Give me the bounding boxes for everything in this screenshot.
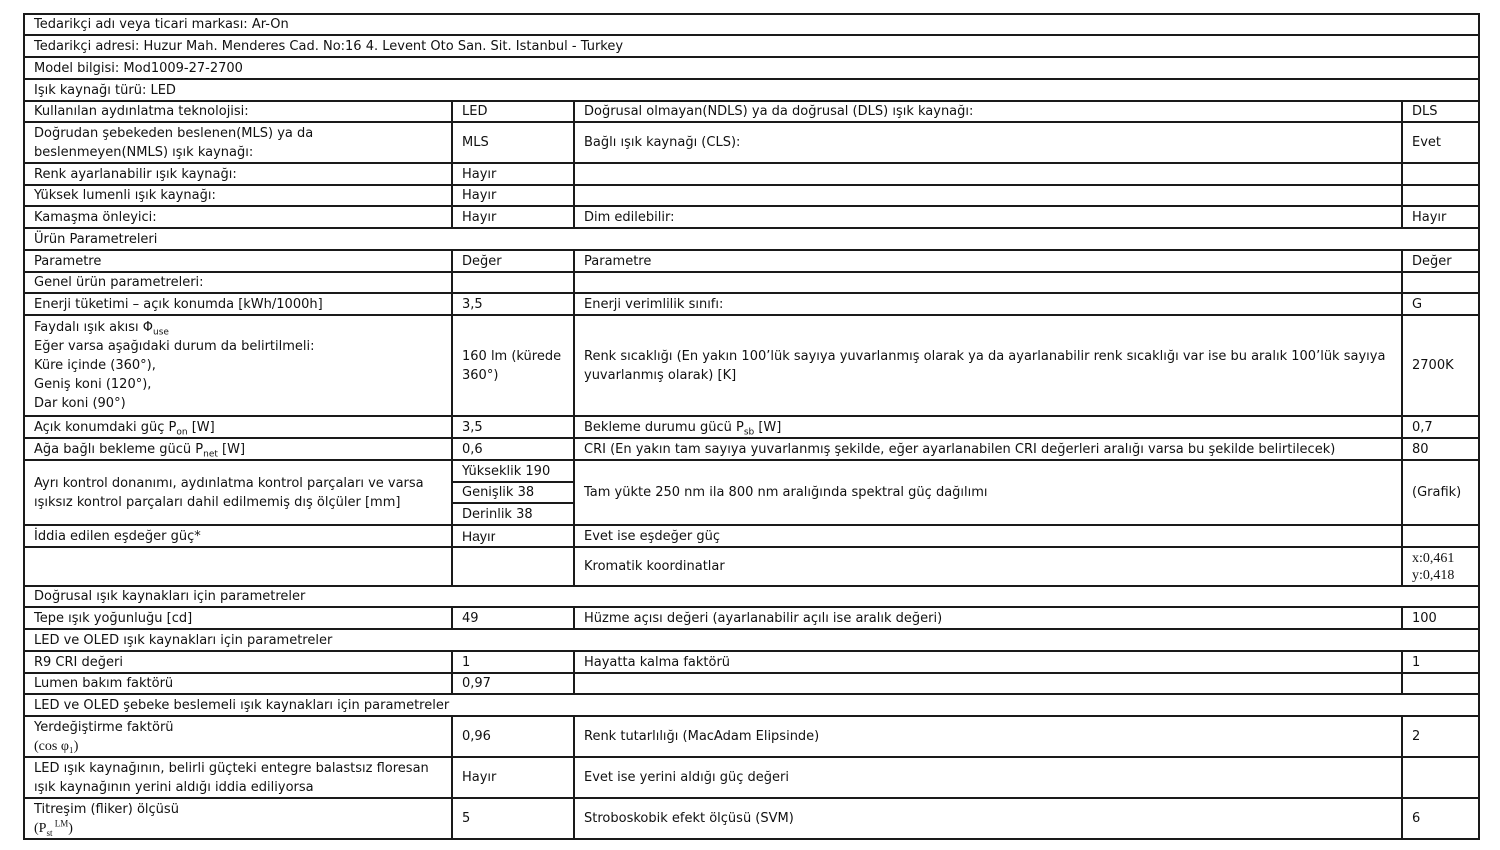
flux-line-1 bbox=[34, 318, 442, 337]
flux-line-5: Dar koni (90°) bbox=[34, 396, 126, 411]
empty-cell bbox=[1402, 525, 1479, 547]
pon-label-sub: on bbox=[176, 427, 188, 438]
pnet-label-sub: net bbox=[203, 449, 218, 460]
lighting-tech-row bbox=[24, 101, 1479, 122]
general-params-title: Genel ürün parametreleri: bbox=[24, 272, 452, 293]
standby-power-label bbox=[574, 416, 1402, 438]
displacement-factor-label bbox=[24, 716, 452, 757]
survival-factor-label: Hayatta kalma faktörü bbox=[574, 651, 1402, 673]
flicker-formula-sub: st bbox=[46, 827, 53, 838]
mains-led-title: LED ve OLED şebeke beslemeli ışık kaynakları için parametreler bbox=[24, 694, 1479, 716]
chroma-y: y:0,418 bbox=[1412, 567, 1455, 583]
empty-cell bbox=[574, 272, 1402, 293]
dimmable-value: Hayır bbox=[1402, 206, 1479, 228]
flicker-formula-main: (P bbox=[34, 820, 47, 836]
empty-cell bbox=[574, 185, 1402, 206]
useful-flux-value: 160 lm (kürede 360°) bbox=[452, 315, 574, 416]
light-source-type: Işık kaynağı türü: LED bbox=[24, 79, 1479, 101]
equivalent-power-label: İddia edilen eşdeğer güç* bbox=[24, 525, 452, 547]
color-consistency-value: 2 bbox=[1402, 716, 1479, 757]
displacement-factor-value: 0,96 bbox=[452, 716, 574, 757]
displacement-label-text: Yerdeğiştirme faktörü bbox=[34, 719, 174, 735]
empty-cell bbox=[1402, 673, 1479, 694]
empty-cell bbox=[1402, 757, 1479, 798]
dimensions-row-height bbox=[24, 460, 1479, 482]
product-information-sheet bbox=[23, 13, 1480, 840]
mains-led-title-row bbox=[24, 694, 1479, 716]
cri-label: CRI (En yakın tam sayıya yuvarlanmış şekilde, eğer ayarlanabilen CRI değerleri aralığı varsa bu şekilde belirtilecek) bbox=[574, 438, 1402, 460]
col-value-header: Değer bbox=[1402, 250, 1479, 272]
supplier-name: Tedarikçi adı veya ticari markası: Ar-On bbox=[24, 14, 1479, 35]
cct-label: Renk sıcaklığı (En yakın 100’lük sayıya yuvarlanmış olarak ya da ayarlanabilir renk sıcaklığı var ise bu aralık 100’lük sayıya yuvarlanmış olarak) [K] bbox=[574, 315, 1402, 416]
lumen-maintenance-value: 0,97 bbox=[452, 673, 574, 694]
peak-intensity-value: 49 bbox=[452, 607, 574, 629]
beam-angle-label: Hüzme açısı değeri (ayarlanabilir açılı ise aralık değeri) bbox=[574, 607, 1402, 629]
svm-label: Stroboskobik efekt ölçüsü (SVM) bbox=[574, 798, 1402, 839]
empty-cell bbox=[574, 673, 1402, 694]
model-info: Model bilgisi: Mod1009-27-2700 bbox=[24, 57, 1479, 79]
r9-value: 1 bbox=[452, 651, 574, 673]
flicker-value: 5 bbox=[452, 798, 574, 839]
flux-line-3: Küre içinde (360°), bbox=[34, 358, 156, 373]
col-value-header: Değer bbox=[452, 250, 574, 272]
flicker-formula-sup: LM bbox=[52, 817, 69, 828]
led-oled-title: LED ve OLED ışık kaynakları için parametreler bbox=[24, 629, 1479, 651]
high-lumen-label: Yüksek lumenli ışık kaynağı: bbox=[24, 185, 452, 206]
replacement-claim-label: LED ışık kaynağının, belirli güçteki entegre balastsız floresan ışık kaynağının yerini aldığı iddia ediliyorsa bbox=[24, 757, 452, 798]
pnet-label-unit: [W] bbox=[217, 441, 246, 457]
pnet-label-main: Ağa bağlı bekleme gücü P bbox=[34, 441, 204, 457]
equivalent-power-value: Hayır bbox=[452, 525, 574, 547]
efficiency-value: G bbox=[1402, 293, 1479, 315]
antiglare-label: Kamaşma önleyici: bbox=[24, 206, 452, 228]
mains-label: Doğrudan şebekeden beslenen(MLS) ya da beslenmeyen(NMLS) ışık kaynağı: bbox=[24, 122, 452, 163]
general-params-row bbox=[24, 272, 1479, 293]
network-standby-row bbox=[24, 438, 1479, 460]
network-standby-label bbox=[24, 438, 452, 460]
equivalent-yes-label: Evet ise eşdeğer güç bbox=[574, 525, 1402, 547]
spd-label: Tam yükte 250 nm ila 800 nm aralığında spektral güç dağılımı bbox=[574, 460, 1402, 525]
cls-value: Evet bbox=[1402, 122, 1479, 163]
beam-angle-value: 100 bbox=[1402, 607, 1479, 629]
dimension-depth: Derinlik 38 bbox=[452, 503, 574, 525]
column-header-row bbox=[24, 250, 1479, 272]
empty-cell bbox=[24, 547, 452, 586]
empty-cell bbox=[1402, 185, 1479, 206]
peak-intensity-label: Tepe ışık yoğunluğu [cd] bbox=[24, 607, 452, 629]
cls-label: Bağlı ışık kaynağı (CLS): bbox=[574, 122, 1402, 163]
high-lumen-value: Hayır bbox=[452, 185, 574, 206]
lumen-maintenance-row bbox=[24, 673, 1479, 694]
color-tunable-label: Renk ayarlanabilir ışık kaynağı: bbox=[24, 163, 452, 185]
spd-value: (Grafik) bbox=[1402, 460, 1479, 525]
dimensions-label: Ayrı kontrol donanımı, aydınlatma kontrol parçaları ve varsa ışıksız kontrol parçaları dahil edilmemiş dış ölçüler [mm] bbox=[24, 460, 452, 525]
directional-title: Doğrusal ışık kaynakları için parametreler bbox=[24, 586, 1479, 607]
mains-row bbox=[24, 122, 1479, 163]
color-consistency-label: Renk tutarlılığı (MacAdam Elipsinde) bbox=[574, 716, 1402, 757]
standby-power-value: 0,7 bbox=[1402, 416, 1479, 438]
directional-title-row bbox=[24, 586, 1479, 607]
on-mode-power-label bbox=[24, 416, 452, 438]
antiglare-row bbox=[24, 206, 1479, 228]
r9-row bbox=[24, 651, 1479, 673]
flux-line-2: Eğer varsa aşağıdaki durum da belirtilmeli: bbox=[34, 339, 315, 354]
dimension-width: Genişlik 38 bbox=[452, 482, 574, 503]
flicker-row bbox=[24, 798, 1479, 839]
dimension-height: Yükseklik 190 bbox=[452, 460, 574, 482]
supplier-name-row bbox=[24, 14, 1479, 35]
flux-label-sub: use bbox=[153, 327, 169, 338]
network-standby-value: 0,6 bbox=[452, 438, 574, 460]
flicker-label-text: Titreşim (fliker) ölçüsü bbox=[34, 801, 179, 817]
energy-value: 3,5 bbox=[452, 293, 574, 315]
useful-flux-row bbox=[24, 315, 1479, 416]
survival-factor-value: 1 bbox=[1402, 651, 1479, 673]
product-params-title: Ürün Parametreleri bbox=[24, 228, 1479, 250]
replacement-yes-label: Evet ise yerini aldığı güç değeri bbox=[574, 757, 1402, 798]
flux-label-main: Faydalı ışık akısı Φ bbox=[34, 320, 154, 335]
peak-intensity-row bbox=[24, 607, 1479, 629]
high-lumen-row bbox=[24, 185, 1479, 206]
lighting-tech-label: Kullanılan aydınlatma teknolojisi: bbox=[24, 101, 452, 122]
chromaticity-label: Kromatik koordinatlar bbox=[574, 547, 1402, 586]
efficiency-label: Enerji verimlilik sınıfı: bbox=[574, 293, 1402, 315]
color-tunable-value: Hayır bbox=[452, 163, 574, 185]
empty-cell bbox=[452, 272, 574, 293]
ndls-value: DLS bbox=[1402, 101, 1479, 122]
replacement-claim-value: Hayır bbox=[452, 757, 574, 798]
empty-cell bbox=[452, 547, 574, 586]
ndls-label: Doğrusal olmayan(NDLS) ya da doğrusal (DLS) ışık kaynağı: bbox=[574, 101, 1402, 122]
empty-cell bbox=[1402, 272, 1479, 293]
supplier-address-row bbox=[24, 35, 1479, 57]
flicker-formula bbox=[34, 819, 442, 838]
pon-label-main: Açık konumdaki güç P bbox=[34, 419, 177, 435]
mains-value: MLS bbox=[452, 122, 574, 163]
cri-value: 80 bbox=[1402, 438, 1479, 460]
col-param-header: Parametre bbox=[574, 250, 1402, 272]
antiglare-value: Hayır bbox=[452, 206, 574, 228]
displacement-formula: (cos φ₁) bbox=[34, 738, 79, 754]
empty-cell bbox=[1402, 163, 1479, 185]
chromaticity-value bbox=[1402, 547, 1479, 586]
col-param-header: Parametre bbox=[24, 250, 452, 272]
useful-flux-label bbox=[24, 315, 452, 416]
flicker-formula-end: ) bbox=[68, 820, 73, 836]
light-source-type-row bbox=[24, 79, 1479, 101]
psb-label-main: Bekleme durumu gücü P bbox=[584, 419, 744, 435]
psb-label-sub: sb bbox=[743, 427, 755, 438]
equivalent-power-row bbox=[24, 525, 1479, 547]
empty-cell bbox=[574, 163, 1402, 185]
led-oled-title-row bbox=[24, 629, 1479, 651]
chroma-x: x:0,461 bbox=[1412, 550, 1455, 566]
energy-label: Enerji tüketimi – açık konumda [kWh/1000h] bbox=[24, 293, 452, 315]
replacement-claim-row bbox=[24, 757, 1479, 798]
on-mode-power-value: 3,5 bbox=[452, 416, 574, 438]
lumen-maintenance-label: Lumen bakım faktörü bbox=[24, 673, 452, 694]
model-row bbox=[24, 57, 1479, 79]
dimmable-label: Dim edilebilir: bbox=[574, 206, 1402, 228]
svm-value: 6 bbox=[1402, 798, 1479, 839]
psb-label-unit: [W] bbox=[754, 419, 782, 435]
displacement-factor-row bbox=[24, 716, 1479, 757]
cct-value: 2700K bbox=[1402, 315, 1479, 416]
energy-row bbox=[24, 293, 1479, 315]
color-tunable-row bbox=[24, 163, 1479, 185]
supplier-address: Tedarikçi adresi: Huzur Mah. Menderes Cad. No:16 4. Levent Oto San. Sit. Istanbul - Turkey bbox=[24, 35, 1479, 57]
product-params-title-row bbox=[24, 228, 1479, 250]
chromaticity-row bbox=[24, 547, 1479, 586]
on-mode-power-row bbox=[24, 416, 1479, 438]
pon-label-unit: [W] bbox=[187, 419, 215, 435]
lighting-tech-value: LED bbox=[452, 101, 574, 122]
flicker-label bbox=[24, 798, 452, 839]
r9-label: R9 CRI değeri bbox=[24, 651, 452, 673]
flux-line-4: Geniş koni (120°), bbox=[34, 377, 152, 392]
